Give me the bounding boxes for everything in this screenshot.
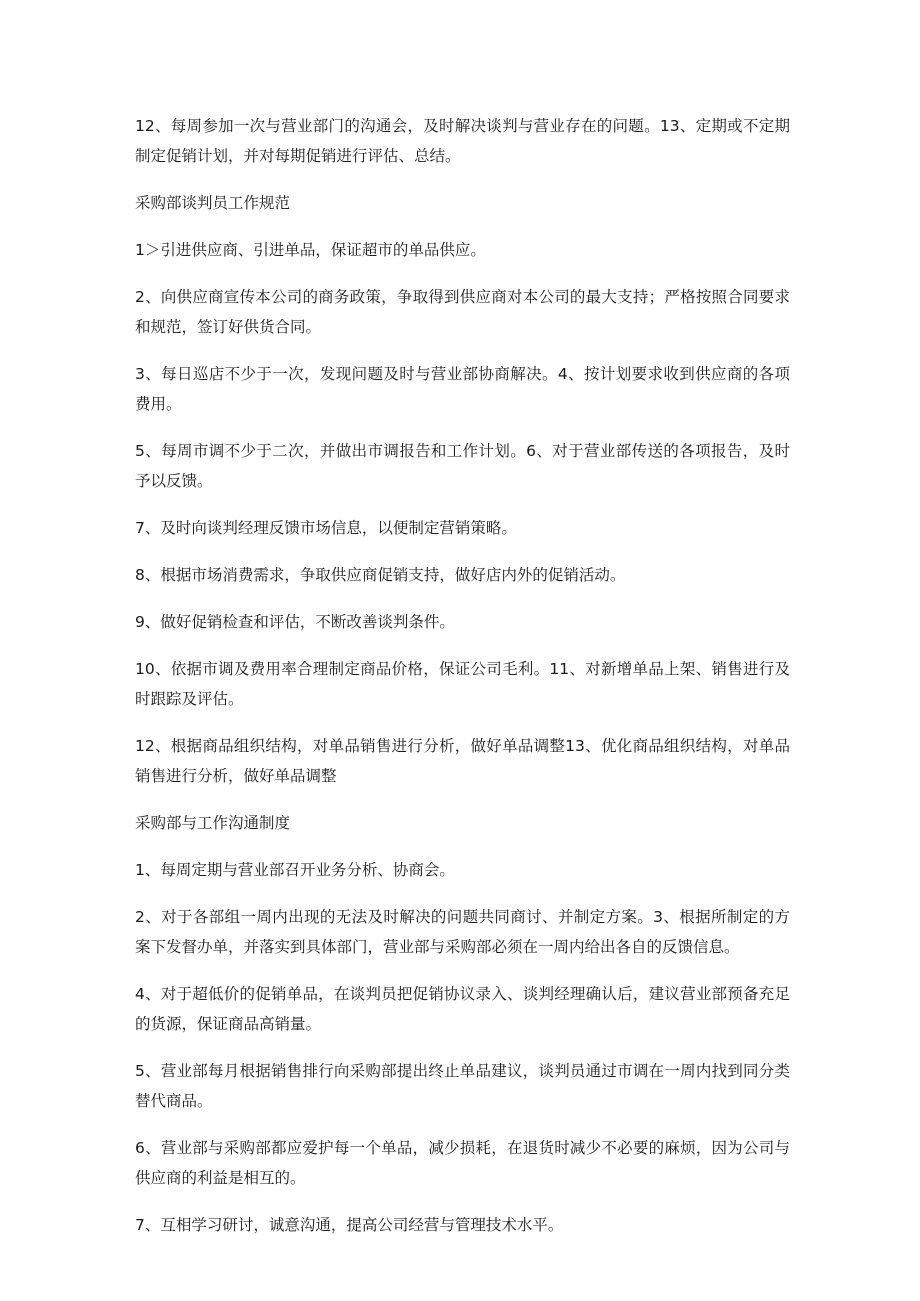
paragraph-item: 2、对于各部组一周内出现的无法及时解决的问题共同商讨、并制定方案。3、根据所制定的方案下发督办单，并落实到具体部门，营业部与采购部必须在一周内给出各自的反馈信息。 xyxy=(135,908,790,956)
paragraph-weekly-meeting: 12、每周参加一次与营业部门的沟通会，及时解决谈判与营业存在的问题。13、定期或不定期制定促销计划，并对每期促销进行评估、总结。 xyxy=(135,117,790,165)
paragraph-item: 3、每日巡店不少于一次，发现问题及时与营业部协商解决。4、按计划要求收到供应商的各项费用。 xyxy=(135,365,790,413)
paragraph-item: 7、互相学习研讨，诚意沟通，提高公司经营与管理技术水平。 xyxy=(135,1216,564,1234)
paragraph-item: 1＞引进供应商、引进单品，保证超市的单品供应。 xyxy=(135,241,486,259)
paragraph-item: 1、每周定期与营业部召开业务分析、协商会。 xyxy=(135,861,455,879)
section-heading-negotiator-rules: 采购部谈判员工作规范 xyxy=(135,194,291,212)
document-body xyxy=(135,111,790,1257)
section-heading-communication-system: 采购部与工作沟通制度 xyxy=(135,814,291,832)
paragraph-item: 9、做好促销检查和评估，不断改善谈判条件。 xyxy=(135,613,455,631)
paragraph-item: 7、及时向谈判经理反馈市场信息，以便制定营销策略。 xyxy=(135,519,517,537)
paragraph-item: 8、根据市场消费需求，争取供应商促销支持，做好店内外的促销活动。 xyxy=(135,566,626,584)
paragraph-item: 12、根据商品组织结构，对单品销售进行分析，做好单品调整13、优化商品组织结构，对单品销售进行分析，做好单品调整 xyxy=(135,737,790,785)
paragraph-item: 5、每周市调不少于二次，并做出市调报告和工作计划。6、对于营业部传送的各项报告，及时予以反馈。 xyxy=(135,442,790,490)
paragraph-item: 2、向供应商宣传本公司的商务政策，争取得到供应商对本公司的最大支持；严格按照合同要求和规范，签订好供货合同。 xyxy=(135,288,790,336)
paragraph-item: 6、营业部与采购部都应爱护每一个单品，减少损耗，在退货时减少不必要的麻烦，因为公司与供应商的利益是相互的。 xyxy=(135,1139,790,1187)
paragraph-item: 4、对于超低价的促销单品，在谈判员把促销协议录入、谈判经理确认后，建议营业部预备充足的货源，保证商品高销量。 xyxy=(135,985,790,1033)
paragraph-item: 5、营业部每月根据销售排行向采购部提出终止单品建议，谈判员通过市调在一周内找到同分类替代商品。 xyxy=(135,1062,790,1110)
paragraph-item: 10、依据市调及费用率合理制定商品价格，保证公司毛利。11、对新增单品上架、销售进行及时跟踪及评估。 xyxy=(135,660,790,708)
